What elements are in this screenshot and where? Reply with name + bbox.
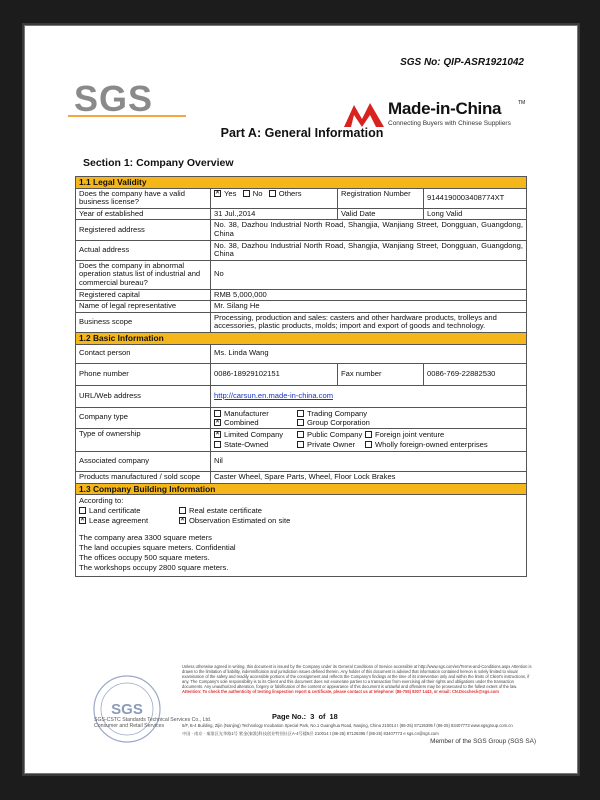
company-overview-table	[75, 176, 527, 577]
basic-information-header: 1.2 Basic Information	[76, 332, 527, 344]
option-no: No	[252, 188, 263, 198]
year-label: Year of established	[76, 208, 211, 220]
abnormal-value: No	[211, 260, 527, 289]
building-line: The company area 3300 square meters	[79, 533, 212, 543]
building-line: The land occupies square meters. Confidential	[79, 543, 236, 553]
table-row	[76, 495, 527, 577]
mic-trademark: TM	[518, 100, 526, 106]
company-type-label: Company type	[76, 407, 211, 428]
checkbox-icon[interactable]	[365, 441, 372, 448]
table-row	[76, 451, 527, 471]
actual-address-label: Actual address	[76, 240, 211, 260]
checkbox-icon[interactable]	[243, 190, 250, 197]
document-page	[22, 23, 580, 776]
abnormal-label: Does the company in abnormal operation status list of industrial and commercial bureau?	[76, 260, 211, 289]
org-line: Consumer and Retail Services	[94, 723, 165, 730]
table-row	[76, 188, 527, 208]
member-note: Member of the SGS Group (SGS SA)	[430, 738, 536, 745]
table-row	[76, 407, 527, 428]
disclaimer-text: Unless otherwise agreed in writing, this document is issued by the Company under its General Conditions of Service accessible at http://www.sgs.com/en/Terms-and-Conditions.aspx Attention is drawn to the limitation of liability, indemnification and jurisdiction issues defined therein. Any holder of this document is advised that information contained hereon is solely limited to visual examination of the safety and readily accessible portions of the consignment and reflects the Company's findings at the time of its intervention only and within the limits of Client's instructions, if any. The Company's sole responsibility is to its Client and this document does not exonerate parties to a transaction from exercising all their rights and obligations under the transaction documents. Any unauthorized alteration, forgery or falsification of the content or appearance of this document is unlawful and offenders may be prosecuted to the fullest extent of the law.	[182, 664, 532, 689]
building-line: The workshops occupy 2800 square meters.	[79, 562, 229, 572]
mic-tagline: Connecting Buyers with Chinese Suppliers	[388, 120, 511, 127]
option-group-corporation: Group Corporation	[307, 417, 370, 427]
checkbox-icon[interactable]	[214, 410, 221, 417]
part-title: Part A: General Information	[220, 126, 384, 140]
table-row	[76, 260, 527, 289]
license-options	[211, 188, 338, 208]
registered-address-value: No. 38, Dazhou Industrial North Road, Shangjia, Wanjiang Street, Dongguan, Guangdong, China	[211, 220, 527, 240]
option-manufacturer: Manufacturer	[224, 408, 269, 418]
checked-checkbox-icon[interactable]	[79, 517, 86, 524]
option-public-company: Public Company	[307, 429, 363, 439]
associated-value: Nil	[211, 451, 527, 471]
phone-label: Phone number	[76, 363, 211, 385]
according-to-label: According to:	[79, 496, 124, 506]
option-foreign-joint-venture: Foreign joint venture	[375, 429, 445, 439]
capital-value: RMB 5,000,000	[211, 289, 527, 301]
registration-label: Registration Number	[338, 188, 424, 208]
table-row	[76, 301, 527, 313]
checkbox-icon[interactable]	[214, 441, 221, 448]
checked-checkbox-icon[interactable]	[214, 431, 221, 438]
scope-value: Processing, production and sales: casters and other hardware products, trolleys and accessories, plastic products, molds; import and export of goods and technology.	[211, 312, 527, 332]
registration-value: 9144190003408774XT	[424, 188, 527, 208]
disclaimer	[182, 665, 534, 694]
option-wholly-foreign-owned: Wholly foreign-owned enterprises	[375, 439, 488, 449]
footer-address	[182, 722, 542, 738]
capital-label: Registered capital	[76, 289, 211, 301]
checkbox-icon[interactable]	[179, 507, 186, 514]
made-in-china-m-icon	[342, 99, 386, 129]
products-value: Caster Wheel, Spare Parts, Wheel, Floor Lock Brakes	[211, 471, 527, 483]
table-row	[76, 428, 527, 451]
option-state-owned: State-Owned	[224, 439, 269, 449]
representative-label: Name of legal representative	[76, 301, 211, 313]
table-row	[76, 344, 527, 363]
option-observation: Observation Estimated on site	[189, 515, 291, 525]
actual-address-value: No. 38, Dazhou Industrial North Road, Shangjia, Wanjiang Street, Dongguan, Guangdong, China	[211, 240, 527, 260]
checkbox-icon[interactable]	[297, 410, 304, 417]
checkbox-icon[interactable]	[79, 507, 86, 514]
mic-name: Made-in-China	[388, 99, 502, 118]
page-number: Page No.: 3 of 18	[272, 712, 338, 721]
address-chinese: 中国 · 南京 · 秦淮区光华路1号 紫金(秦淮)科技创业特别社区A-4号楼5层 210014 t (86-25) 87126395 f (86-25) 83407773 e sgs.cn@sgs.com	[182, 731, 439, 736]
table-row	[76, 363, 527, 385]
option-lease-agreement: Lease agreement	[89, 515, 149, 525]
building-line: The offices occupy 500 square meters.	[79, 553, 210, 563]
products-label: Products manufactured / sold scope	[76, 471, 211, 483]
option-combined: Combined	[224, 417, 259, 427]
associated-label: Associated company	[76, 451, 211, 471]
year-value: 31 Jul.,2014	[211, 208, 338, 220]
table-row	[76, 240, 527, 260]
table-row	[76, 471, 527, 483]
table-row	[76, 220, 527, 240]
contact-label: Contact person	[76, 344, 211, 363]
option-private-owner: Private Owner	[307, 439, 356, 449]
checked-checkbox-icon[interactable]	[214, 419, 221, 426]
url-label: URL/Web address	[76, 385, 211, 407]
contact-value: Ms. Linda Wang	[211, 344, 527, 363]
checkbox-icon[interactable]	[365, 431, 372, 438]
table-row	[76, 208, 527, 220]
section-title: Section 1: Company Overview	[83, 157, 234, 169]
phone-value: 0086-18929102151	[211, 363, 338, 385]
license-question: Does the company have a valid business license?	[76, 188, 211, 208]
building-information-header: 1.3 Company Building Information	[76, 483, 527, 495]
sgs-seal-stamp	[90, 672, 164, 746]
table-row	[76, 312, 527, 332]
table-row	[76, 289, 527, 301]
attention-text: Attention: To check the authenticity of testing /inspection report & certificate, please contact us at telephone: (86-755) 8307 1443, or email: CN.Doccheck@sgs.com	[182, 688, 499, 694]
checkbox-icon[interactable]	[269, 190, 276, 197]
checkbox-icon[interactable]	[297, 419, 304, 426]
registered-address-label: Registered address	[76, 220, 211, 240]
fax-value: 0086-769-22882530	[424, 363, 527, 385]
svg-text:SGS: SGS	[111, 701, 143, 718]
checked-checkbox-icon[interactable]	[214, 190, 221, 197]
legal-validity-header: 1.1 Legal Validity	[76, 177, 527, 189]
option-yes: Yes	[224, 188, 237, 198]
option-others: Others	[278, 188, 302, 198]
checkbox-icon[interactable]	[297, 431, 304, 438]
checked-checkbox-icon[interactable]	[179, 517, 186, 524]
sgs-number: SGS No: QIP-ASR1921042	[400, 57, 524, 68]
option-land-certificate: Land certificate	[89, 505, 141, 515]
fax-label: Fax number	[338, 363, 424, 385]
option-limited-company: Limited Company	[224, 429, 284, 439]
website-link[interactable]: http://carsun.en.made-in-china.com	[214, 390, 334, 400]
option-trading-company: Trading Company	[307, 408, 368, 418]
checkbox-icon[interactable]	[297, 441, 304, 448]
valid-value: Long Valid	[424, 208, 527, 220]
table-row	[76, 385, 527, 407]
scope-label: Business scope	[76, 312, 211, 332]
option-real-estate-certificate: Real estate certificate	[189, 505, 263, 515]
valid-label: Valid Date	[338, 208, 424, 220]
representative-value: Mr. Silang He	[211, 301, 527, 313]
address-english: 5/F, B-4 Building, Zijin (Nanjing) Technology Incubation Special Park, No.1 Guanghua Road, Nanjing, China 210014 t (86-25) 87126395 f (86-25) 83407773 www.sgsgroup.com.cn	[182, 723, 513, 728]
sgs-logo-text: SGS	[74, 78, 154, 119]
sgs-logo	[68, 75, 186, 121]
ownership-label: Type of ownership	[76, 428, 211, 451]
org-line: SGS-CSTC Standards Technical Services Co., Ltd.	[94, 717, 212, 723]
